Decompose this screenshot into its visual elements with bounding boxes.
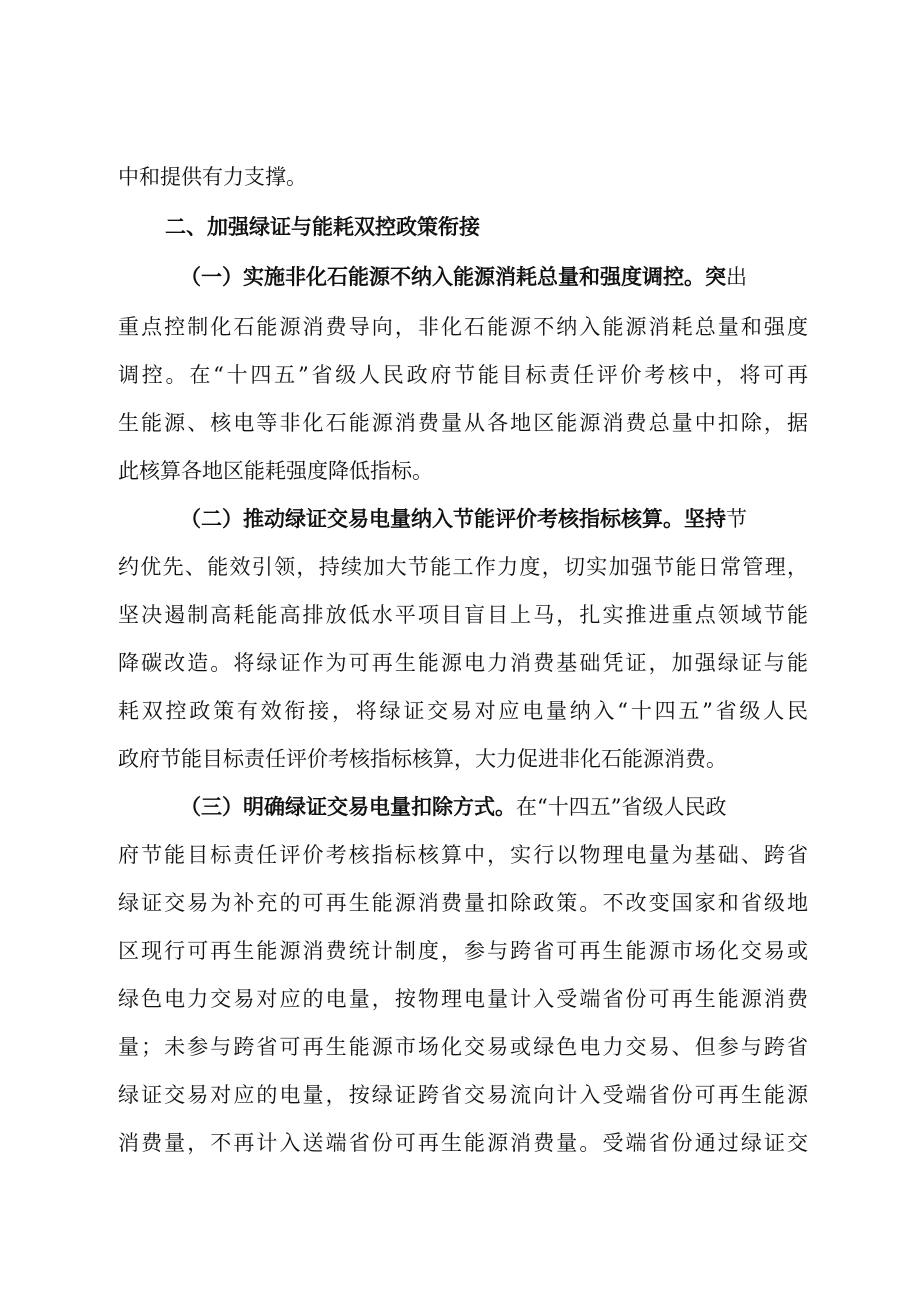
item1-title-tail: 出 (726, 265, 747, 289)
item3-title: （三）明确绿证交易电量扣除方式。 (180, 795, 516, 819)
item2-first-line (180, 504, 808, 534)
paragraph-line: 府节能目标责任评价考核指标核算中，实行以物理电量为基础、跨省 (118, 843, 808, 867)
paragraph-line: 政府节能目标责任评价考核指标核算，大力促进非化石能源消费。 (118, 747, 727, 771)
item1-first-line (180, 262, 808, 292)
item2-title: （二）推动绿证交易电量纳入节能评价考核指标核算。坚持 (180, 507, 726, 531)
item3-first-line (180, 792, 808, 822)
paragraph-line: 调控。在“十四五”省级人民政府节能目标责任评价考核中，将可再 (118, 363, 808, 387)
paragraph-line: 量；未参与跨省可再生能源市场化交易或绿色电力交易、但参与跨省 (118, 1035, 808, 1059)
paragraph-line: 降碳改造。将绿证作为可再生能源电力消费基础凭证，加强绿证与能 (118, 651, 808, 675)
paragraph-line: 约优先、能效引领，持续加大节能工作力度，切实加强节能日常管理， (118, 555, 808, 579)
item1-title: （一）实施非化石能源不纳入能源消耗总量和强度调控。突 (180, 265, 726, 289)
paragraph-line: 绿证交易对应的电量，按绿证跨省交易流向计入受端省份可再生能源 (118, 1083, 808, 1107)
paragraph-line: 消费量，不再计入送端省份可再生能源消费量。受端省份通过绿证交 (118, 1131, 808, 1155)
paragraph-line: 绿证交易为补充的可再生能源消费量扣除政策。不改变国家和省级地 (118, 891, 808, 915)
paragraph-line: 坚决遏制高耗能高排放低水平项目盲目上马，扎实推进重点领域节能 (118, 603, 808, 627)
paragraph-line: 重点控制化石能源消费导向，非化石能源不纳入能源消耗总量和强度 (118, 315, 808, 339)
paragraph-line: 绿色电力交易对应的电量，按物理电量计入受端省份可再生能源消费 (118, 987, 808, 1011)
paragraph-line: 中和提供有力支撑。 (118, 165, 307, 189)
paragraph-line: 区现行可再生能源消费统计制度，参与跨省可再生能源市场化交易或 (118, 939, 808, 963)
item3-title-tail: 在“十四五”省级人民政 (516, 795, 727, 819)
item2-title-tail: 节 (726, 507, 747, 531)
paragraph-line: 此核算各地区能耗强度降低指标。 (118, 459, 433, 483)
section-heading: 二、加强绿证与能耗双控政策衔接 (165, 215, 480, 239)
paragraph-line: 耗双控政策有效衔接，将绿证交易对应电量纳入“十四五”省级人民 (118, 699, 808, 723)
paragraph-line: 生能源、核电等非化石能源消费量从各地区能源消费总量中扣除，据 (118, 411, 808, 435)
